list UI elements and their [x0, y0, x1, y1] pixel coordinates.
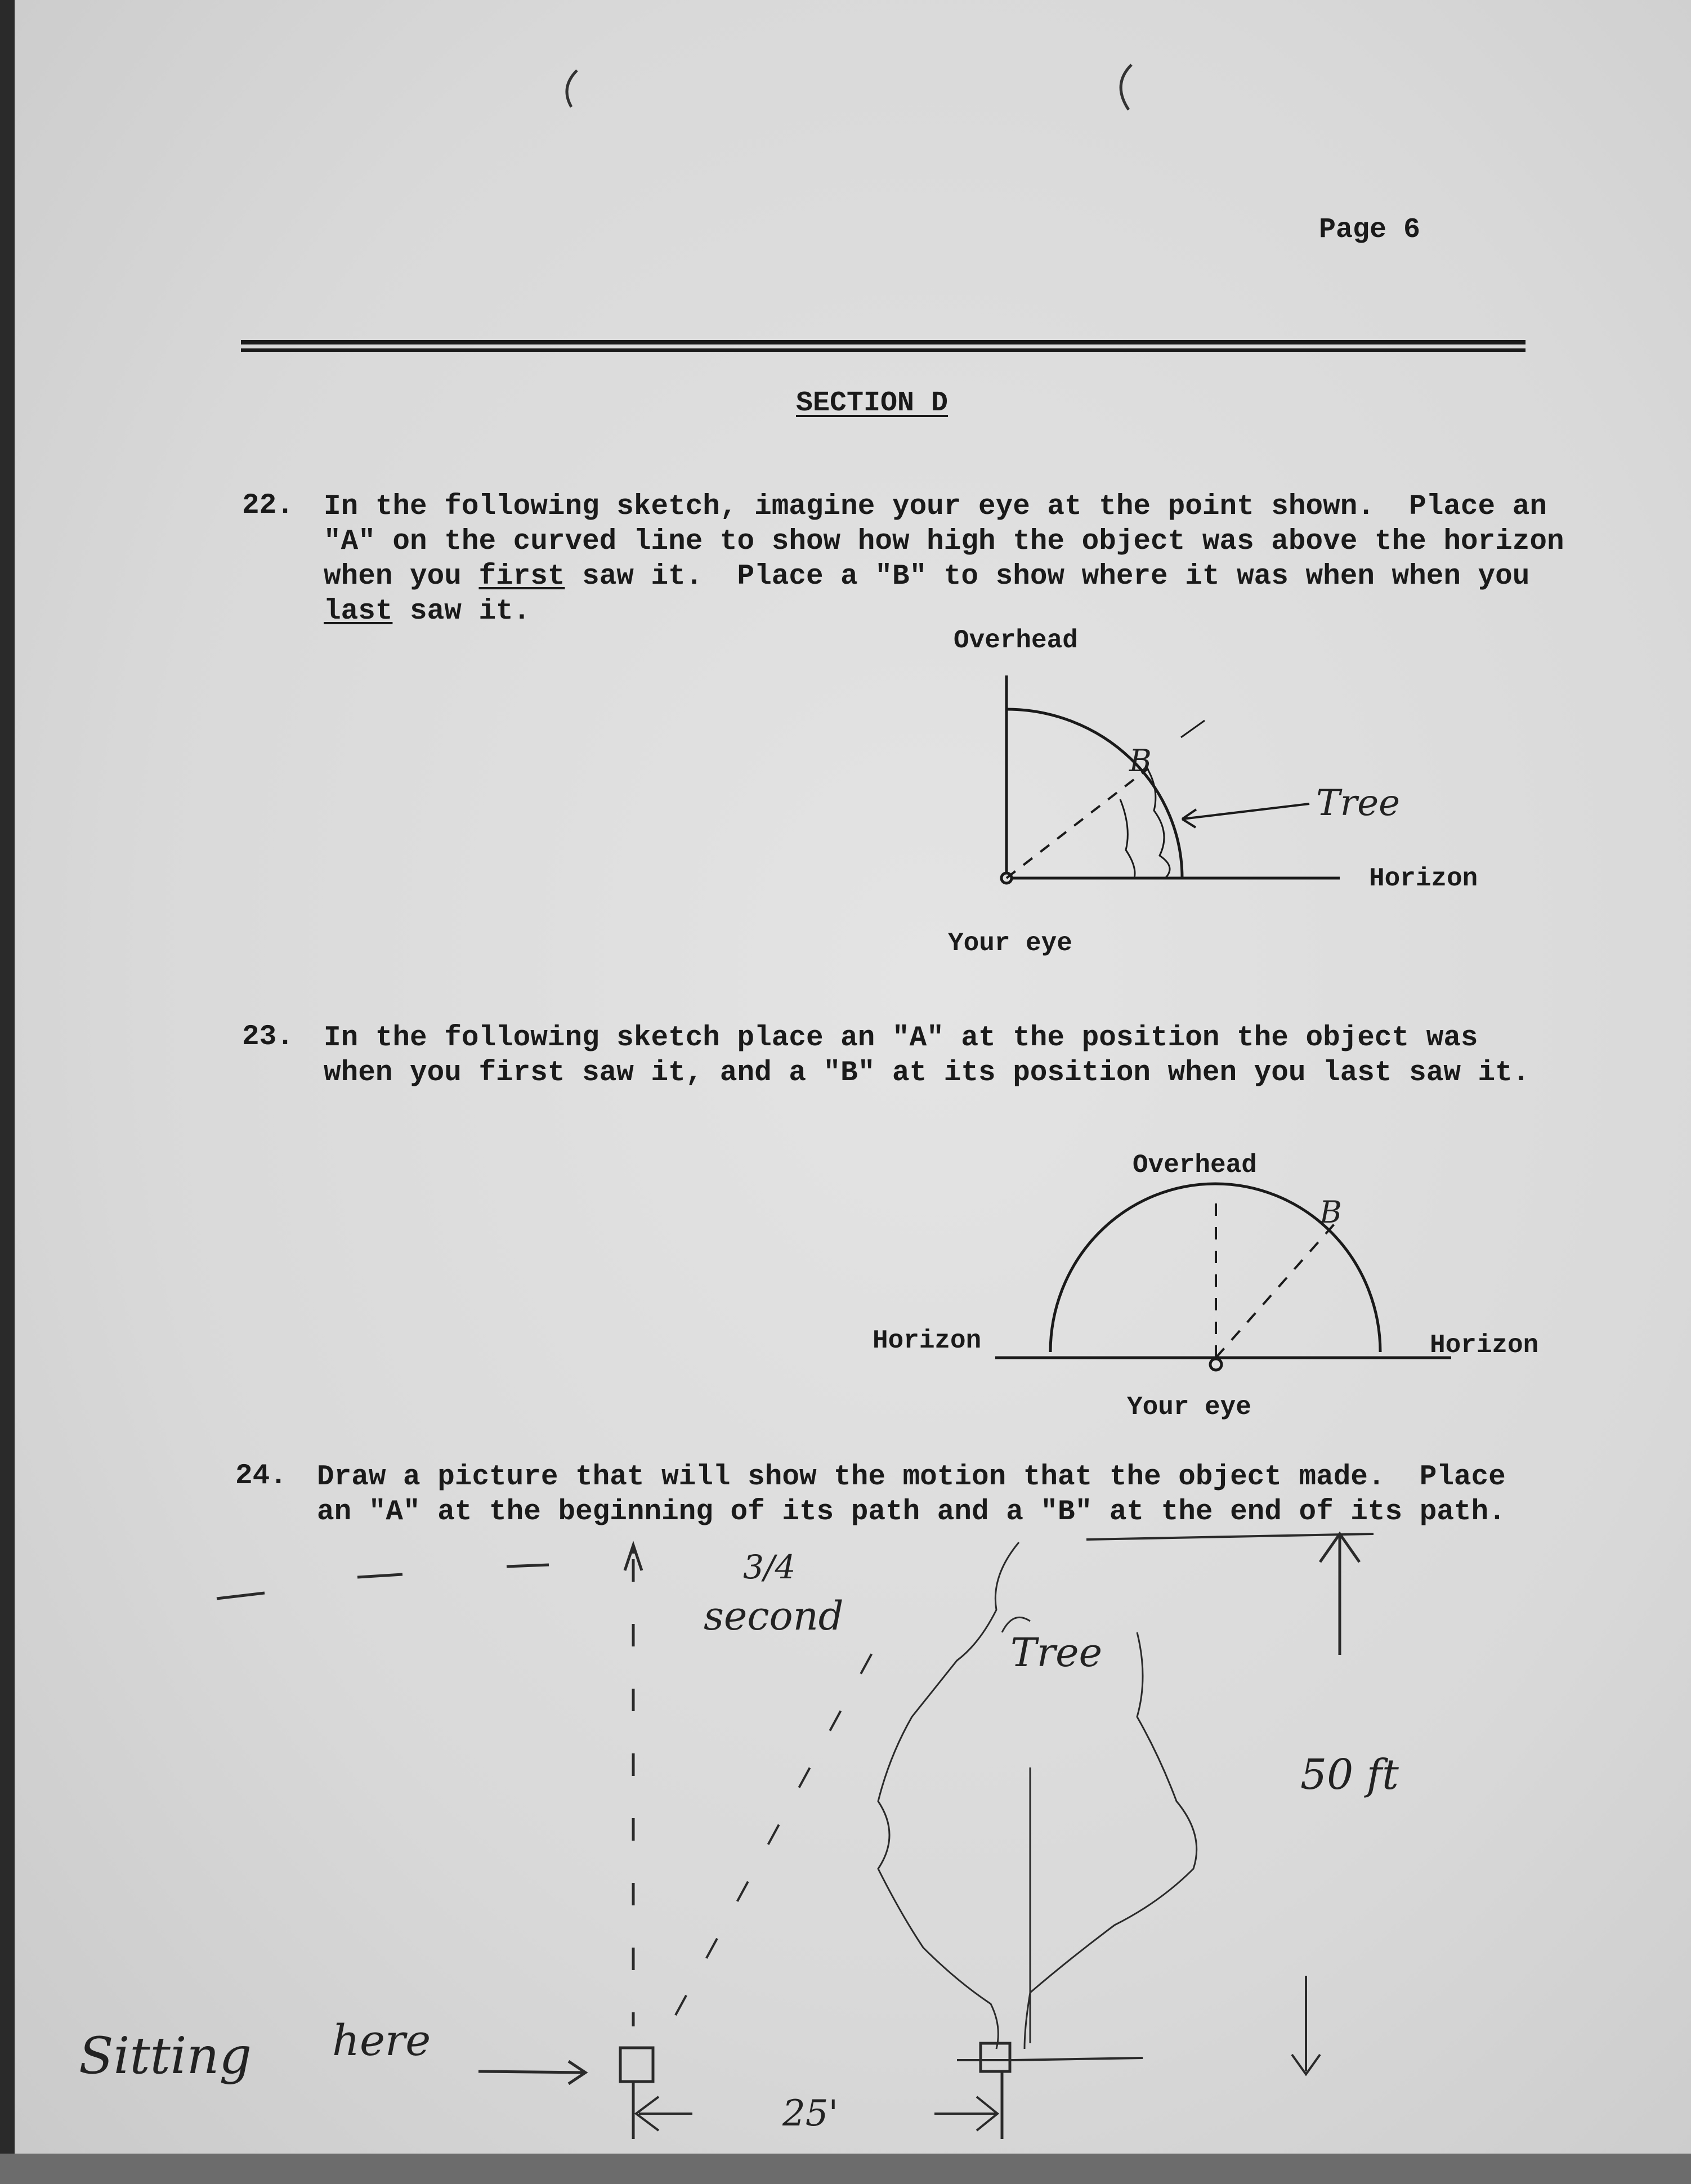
q23-your-eye-label: Your eye	[1127, 1393, 1251, 1422]
q24-sitting-arrow	[478, 2071, 585, 2073]
question-23-text: In the following sketch place an "A" at the position the object was when you first saw it, and a "B" at its position when you last saw it.	[324, 1022, 1530, 1089]
q24-dash-marks	[217, 1565, 549, 1599]
q23-overhead-label: Overhead	[1133, 1151, 1257, 1180]
q24-handwritten-second: second	[704, 1593, 844, 1639]
punch-mark-right	[1121, 65, 1131, 110]
q24-handwritten-distance: 25'	[782, 2093, 839, 2134]
q24-diagonal-dashed-line	[675, 1621, 889, 2015]
q22-handwritten-tree: Tree	[1316, 782, 1401, 824]
q24-tree-base-line	[957, 2058, 1143, 2060]
q23-handwritten-b: B	[1319, 1194, 1342, 1230]
q22-overhead-label: Overhead	[954, 626, 1078, 655]
q23-horizon-right-label: Horizon	[1430, 1331, 1539, 1360]
q22-your-eye-label: Your eye	[948, 929, 1072, 958]
q24-tree-base-box	[981, 2043, 1010, 2071]
scan-bottom-border	[0, 2154, 1691, 2184]
question-23-number: 23.	[242, 1021, 294, 1053]
q24-handwritten-sitting: Sitting	[79, 2026, 252, 2085]
q24-tree-left	[878, 1542, 1019, 2049]
q24-observer-box	[620, 2048, 653, 2082]
question-22-text: In the following sketch, imagine your eye at the point shown. Place an "A" on the curved line to show how high the object was above the horizon when you first saw it. Place a "B" to show where it was when when you last saw it.	[324, 491, 1564, 628]
section-title: SECTION D	[796, 387, 949, 419]
q23-semicircle-diagram	[995, 1184, 1451, 1370]
punch-mark-left	[567, 70, 577, 107]
question-22-number: 22.	[242, 490, 294, 522]
q24-tree-right	[1025, 1632, 1197, 2049]
q24-handwritten-height: 50 ft	[1300, 1751, 1399, 1799]
q22-quarter-circle-diagram	[1001, 675, 1340, 883]
q22-stray-mark	[1181, 720, 1205, 737]
q22-tree-outline	[1146, 766, 1170, 878]
q24-handwritten-here: here	[332, 2015, 431, 2065]
q22-handwritten-b: B	[1129, 743, 1152, 778]
question-24-number: 24.	[235, 1460, 287, 1492]
q24-top-line	[1086, 1534, 1374, 1539]
q23-eye-point	[1210, 1359, 1222, 1370]
q23-horizon-left-label: Horizon	[873, 1326, 982, 1355]
q22-tree-outline-2	[1120, 799, 1135, 878]
q24-handwritten-tree: Tree	[1010, 1630, 1103, 1676]
page-number: Page 6	[1319, 214, 1421, 246]
q24-handwritten-time: 3/4	[743, 1548, 796, 1586]
question-24-text: Draw a picture that will show the motion that the object made. Place an "A" at the beginning of its path and a "B" at the end of its path.	[317, 1461, 1506, 1528]
q22-tree-arrow	[1182, 804, 1309, 819]
q23-diagonal-sight	[1216, 1224, 1334, 1358]
q24-tree-top	[1002, 1617, 1030, 1632]
q22-horizon-label: Horizon	[1369, 864, 1478, 893]
q24-hand-drawing	[217, 1534, 1374, 2139]
